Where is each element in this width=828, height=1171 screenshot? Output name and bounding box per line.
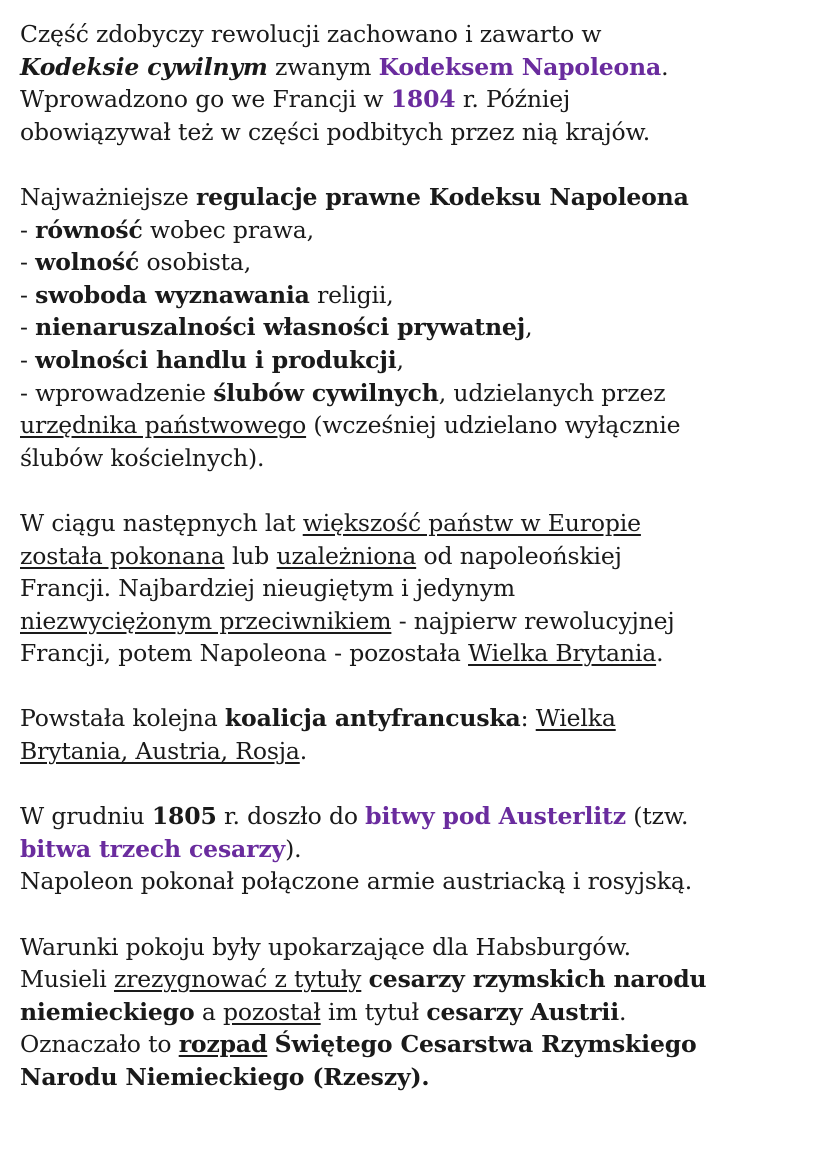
text-span: regulacje prawne Kodeksu Napoleona [195,182,689,211]
text-span: została pokonana [20,541,225,570]
text-line [20,279,808,312]
text-span: - [20,345,36,374]
text-span: , udzielanych przez [438,378,666,407]
text-line [20,1061,808,1094]
text-span: Brytania, Austria, Rosja [20,737,300,766]
text-span: - wprowadzenie [20,378,214,407]
text-span: niemieckiego [20,997,195,1026]
text-line [20,409,808,442]
text-line [20,735,808,768]
paragraph [20,702,808,767]
text-span: Wielka Brytania [468,639,657,668]
text-span: - [20,215,36,244]
text-span: Napoleon pokonał połączone armie austriacką i rosyjską. [20,867,693,896]
text-span: 1805 [151,802,217,831]
text-line [20,507,808,540]
text-span: Warunki pokoju były upokarzające dla Habsburgów. [20,932,631,961]
text-span: - [20,280,36,309]
text-span [267,1030,274,1058]
text-span: religii, [309,280,394,309]
text-span: Francji. Najbardziej nieugiętym i jedynym [20,574,516,603]
text-line [20,116,808,149]
text-span: (tzw. [625,802,689,831]
text-span: zwanym [267,52,379,81]
text-span: wolność [35,248,140,277]
text-span: (wcześniej udzielano wyłącznie [306,411,681,440]
text-span: - [20,248,36,277]
text-span [361,965,368,993]
text-span: : [520,704,536,733]
text-span: Kodeksem Napoleona [378,52,662,81]
paragraph [20,181,808,474]
text-span: - [20,313,36,342]
text-span: niezwyciężonym przeciwnikiem [20,606,392,635]
text-line [20,833,808,866]
text-line [20,572,808,605]
text-line [20,18,808,51]
text-span: Powstała kolejna [20,704,225,733]
text-span: - najpierw rewolucyjnej [391,606,675,635]
text-span: ślubów kościelnych). [20,443,265,472]
text-line [20,865,808,898]
text-span: pozostał [223,997,321,1026]
text-line [20,963,808,996]
text-line [20,51,808,84]
text-span: Świętego Cesarstwa Rzymskiego [274,1030,697,1059]
document-body [20,18,808,1094]
text-line [20,931,808,964]
paragraph [20,931,808,1094]
text-span: bitwy pod Austerlitz [365,802,626,831]
text-span: . [618,997,627,1026]
text-span: wobec prawa, [142,215,314,244]
text-span: obowiązywał też w części podbitych przez nią krajów. [20,117,651,146]
text-line [20,344,808,377]
text-span: ). [285,834,302,863]
text-line [20,1028,808,1061]
text-line [20,377,808,410]
text-span: nienaruszalności własności prywatnej [35,313,526,342]
text-span: , [525,313,533,342]
text-span: . [656,639,664,668]
text-line [20,83,808,116]
text-span: . [299,737,308,766]
text-span: wolności handlu i produkcji [35,345,397,374]
text-span: Wprowadzono go we Francji w [20,85,391,114]
text-span: Kodeksie cywilnym [20,52,268,81]
text-span: Wielka [535,704,616,733]
text-line [20,246,808,279]
text-line [20,442,808,475]
text-span: koalicja antyfrancuska [224,704,521,733]
text-span: cesarzy Austrii [426,997,619,1026]
text-span: większość państw w Europie [302,508,641,537]
text-span: osobista, [139,248,252,277]
text-line [20,214,808,247]
text-span: Część zdobyczy rewolucji zachowano i zawarto w [20,20,602,48]
text-span: równość [35,215,143,244]
text-span: cesarzy rzymskich narodu [368,965,707,994]
text-span: a [194,997,224,1026]
text-span: Narodu Niemieckiego (Rzeszy). [20,1063,430,1091]
text-span: bitwa trzech cesarzy [20,834,286,863]
text-span: uzależniona [276,541,417,570]
text-span: W grudniu [20,802,152,831]
text-span: Najważniejsze [20,182,196,211]
text-line [20,311,808,344]
text-span: ślubów cywilnych [213,378,439,407]
text-span: r. doszło do [216,802,366,831]
text-span: swoboda wyznawania [35,280,310,309]
text-span: r. Później [455,85,571,114]
text-line [20,702,808,735]
paragraph [20,18,808,148]
text-span: 1804 [390,85,456,114]
paragraph [20,507,808,670]
text-span: im tytuł [320,997,427,1026]
text-line [20,540,808,573]
text-line [20,800,808,833]
text-span: Francji, potem Napoleona - pozostała [20,639,469,668]
text-line [20,996,808,1029]
text-span: od napoleońskiej [416,541,622,570]
text-span: urzędnika państwowego [20,411,307,440]
text-span: , [396,345,404,374]
text-span: lub [224,541,277,570]
text-line [20,605,808,638]
text-span: W ciągu następnych lat [20,508,303,537]
text-span: . [661,52,669,81]
paragraph [20,800,808,898]
text-line [20,181,808,214]
text-span: rozpad [178,1030,268,1059]
text-span: Musieli [20,965,114,994]
text-span: zrezygnować z tytuły [113,965,362,994]
text-span: Oznaczało to [20,1030,179,1059]
text-line [20,637,808,670]
